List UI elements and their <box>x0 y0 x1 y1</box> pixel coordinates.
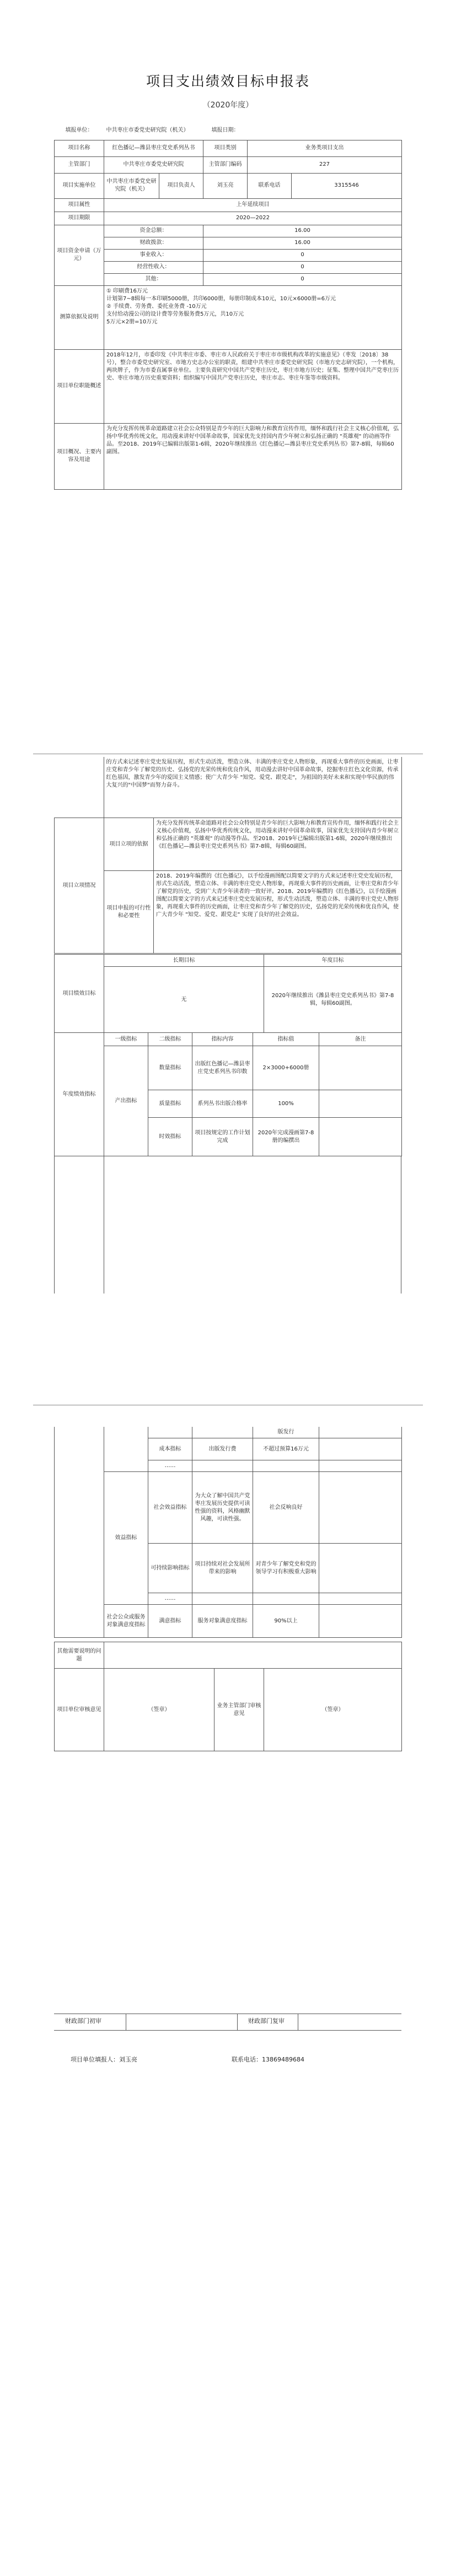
review-text: 2018、2019年编撰的《红色播记》，以手绘漫画图配以简要文字的方式来记述枣庄党史发展历程，形式生动活泼，塑造立体、丰满的枣庄党史人物形象，再现重大事件的历史画面，让枣庄党和青少年了解党的历史，受到广大青少年读者的一致好评。2018、2019年编撰的《红色播记》，以手绘漫画图配以简要文字的方式来记述枣庄党史发展历程，形式生动活泼，塑造立体、丰满的枣庄党史人物形象，再现重大事件的历史画面，让枣庄党和青少年了解党的历史，弘扬党的光荣传统和优良作风，使广大青少年 "知党、爱党、跟党走" 实现了良好的社会效益。 <box>154 871 402 954</box>
sustain-indicator-label: 可持续影响指标 <box>148 1544 192 1593</box>
funds-row-value: 0 <box>203 261 402 273</box>
indicators-header: 指标内容 <box>192 1033 253 1046</box>
project-type-value: 业务类项目支出 <box>248 140 402 156</box>
social-indicator-content: 为大众了解中国共产党枣庄发展历史提供可读性强的资料，风格幽默风趣，可读性强。 <box>192 1472 253 1544</box>
project-type-label: 项目类别 <box>203 140 248 156</box>
leader-label: 项目负责人 <box>159 173 203 198</box>
cost-indicator-content: 出版发行费 <box>192 1438 253 1460</box>
satisfaction-content: 服务对象满意度指标 <box>192 1605 253 1638</box>
info-table <box>54 121 402 490</box>
finance-bottom-line <box>54 2030 401 2031</box>
spacer <box>319 1427 402 1438</box>
dept-label: 填报单位： <box>65 127 93 133</box>
leader-value: 刘玉亮 <box>203 173 248 198</box>
funds-row-value: 0 <box>203 249 402 261</box>
attr-value: 上年延续项目 <box>104 198 402 212</box>
satisfaction-sub: 满意指标 <box>148 1605 192 1638</box>
funds-row-value: 16.00 <box>203 225 402 237</box>
long-goal-label: 长期目标 <box>104 955 264 967</box>
indicators-cont-table <box>54 1427 402 1638</box>
satisfaction-value: 90%以上 <box>253 1605 319 1638</box>
indicator-value: 2×3000+6000册 <box>253 1046 319 1090</box>
spacer <box>55 1460 104 1472</box>
unit-review-value: （签章） <box>104 1669 214 1751</box>
dash: …… <box>148 1460 192 1472</box>
overview-cont-table <box>54 757 402 818</box>
indicator-note <box>319 1472 402 1544</box>
spacer <box>55 1544 104 1593</box>
authority-review-label: 业务主管部门审核意见 <box>214 1669 264 1751</box>
indicator-sub: 时效指标 <box>148 1118 192 1156</box>
phone-value: 3315546 <box>292 173 402 198</box>
effect-indicator-label: 效益指标 <box>104 1472 148 1605</box>
page-subtitle: （2020年度） <box>202 101 254 110</box>
year-goal-value: 2020年继续推出《潍县枣庄党史系列丛书》第7-8辑，每辑60副图。 <box>264 967 402 1033</box>
indicator-note <box>319 1438 402 1460</box>
date-label: 填报日期： <box>211 127 239 133</box>
indicators-header: 备注 <box>319 1033 402 1046</box>
phone-label: 联系电话 <box>248 173 292 198</box>
spacer <box>55 1427 104 1438</box>
indicators-table <box>54 1032 402 1156</box>
indicator-note <box>319 1090 402 1118</box>
legal-basis-text: 为充分发挥传统革命道路对社会公众特别是青少年的巨大影响力和教育宣传作用，缅怀和践行社会主义核心价值观，弘扬中华优秀传统文化，用动漫来讲好中国革命故事，国家优先支持国内青少年树立和弘扬正确的 "英雄观" 的动漫等作品。至2018、2019年已编辑出版第1-6辑，2020年继续推出《红色播记—潍县枣庄党史系列丛书》第7-8辑，每辑60副图。 <box>154 818 402 871</box>
legal-basis-label: 项目立项的依据 <box>104 818 154 871</box>
indicator-note <box>319 1118 402 1156</box>
indicator-value: 100% <box>253 1090 319 1118</box>
dash-empty <box>192 1593 253 1605</box>
overview-text: 为充分发挥传统革命道路建立社会公众特别是青少年的巨大影响力和教育宣传作用，缅怀和践行社会主义核心价值观，弘扬中华优秀传统文化，用动漫来讲好中国革命故事，国家优先支持国内青少年树立和弘扬正确的 "英雄观" 的动画等作品。至2018、2019年已编辑出版第1-6辑，2020年继续推出《红色播记—潍县枣庄党史系列丛书》第7-8辑，每辑60副图。 <box>104 423 402 489</box>
goals-table <box>54 954 402 1033</box>
goals-label: 项目绩效目标 <box>55 955 104 1033</box>
review-label: 项目申报的可行性和必要性 <box>104 871 154 954</box>
indicator-sub: 数量指标 <box>148 1046 192 1090</box>
indicator-note <box>319 1046 402 1090</box>
cost-indicator-value: 不超过预算16万元 <box>253 1438 319 1460</box>
funds-row-label: 资金总额： <box>104 225 203 237</box>
period-value: 2020—2022 <box>104 212 402 225</box>
authority-review-value: （签章） <box>264 1669 402 1751</box>
unit-review-label: 项目单位审核意见 <box>55 1669 104 1751</box>
finance-second-review-label: 财政部门复审 <box>248 2017 285 2025</box>
dept-value: 中共枣庄市委党史研究院（机关） <box>106 127 189 133</box>
authority-code-value: 227 <box>248 156 402 173</box>
contact-phone: 联系电话：13869489684 <box>232 2056 304 2063</box>
spacer <box>192 1427 253 1438</box>
feasibility-table <box>54 818 402 954</box>
dash-empty <box>192 1460 253 1472</box>
calc-text: ① 印刷费16万元 计划第7~8辑每一本印刷5000册，共印6000册，每册印制成本10元，10元×6000册=6万元 ② 手续费、劳务费、委托业务费 -10万元 支付给动漫公司的设计费等劳务服务费5万元，共10万元 5万元×2册=10万元 <box>104 285 402 349</box>
social-indicator-label: 社会效益指标 <box>148 1472 192 1544</box>
period-label: 项目期限 <box>55 212 104 225</box>
page-title: 项目支出绩效目标申报表 <box>146 73 310 89</box>
spacer <box>55 1605 104 1638</box>
indicator-note <box>319 1605 402 1638</box>
indicator-content: 系列丛书出版合格率 <box>192 1090 253 1118</box>
dash-empty <box>253 1460 319 1472</box>
funds-row-value: 0 <box>203 273 402 285</box>
authority-value: 中共枣庄市委党史研究院 <box>104 156 203 173</box>
table-border <box>237 2014 238 2030</box>
impl-label: 项目实施单位 <box>55 173 104 198</box>
output-indicator-label: 产出指标 <box>104 1046 148 1156</box>
cost-indicator-label: 成本指标 <box>148 1438 192 1460</box>
indicators-header: 二级指标 <box>148 1033 192 1046</box>
project-name-label: 项目名称 <box>55 140 104 156</box>
overview-cont-spacer <box>54 757 104 818</box>
indicator-sub: 质量指标 <box>148 1090 192 1118</box>
authority-code-label: 主管部门编码 <box>203 156 248 173</box>
calc-label: 测算依据及说明 <box>55 285 104 349</box>
funds-row-label: 其他： <box>104 273 203 285</box>
spacer <box>104 1460 148 1472</box>
project-name-value: 红色播记—潍县枣庄党史系列丛书 <box>104 140 203 156</box>
other-label: 其他需要说明的问题 <box>55 1642 104 1669</box>
basis-label: 项目单位职能概述 <box>55 349 104 423</box>
overview-cont-text: 的方式来记述枣庄党史发展历程，形式生动活泼，塑造立体、丰满的枣庄党史人物形象，再现重大事件的历史画面，让枣庄党和青少年了解党的历史、弘扬党的光荣传统和优良作风，用动漫去讲好中国革命故事，挖掘枣庄红色文化资源，传承红色基因，激发青少年的爱国主义情感；使广大青少年 "知党、爱党、跟党走"，为祖国的美好未来和实现中华民族的伟大复兴的"中国梦"而努力奋斗。 <box>104 757 401 818</box>
dash: …… <box>148 1593 192 1605</box>
other-value <box>104 1642 402 1669</box>
spacer <box>148 1427 192 1438</box>
spacer <box>55 1438 104 1460</box>
year-goal-label: 年度目标 <box>264 955 402 967</box>
social-indicator-value: 社会反响良好 <box>253 1472 319 1544</box>
long-goal-value: 无 <box>104 967 264 1033</box>
indicators-header: 指标值 <box>253 1033 319 1046</box>
indicator-value: 2020年完成漫画第7-8册的编撰出 <box>253 1118 319 1156</box>
review-table <box>54 1642 402 1751</box>
sustain-indicator-value: 对青少年了解党史和党的领导学习有积极重大影响 <box>253 1544 319 1593</box>
spacer <box>55 1472 104 1544</box>
funds-row-label: 财政拨款： <box>104 237 203 249</box>
spacer <box>104 1427 148 1438</box>
table-border <box>54 1156 55 1294</box>
dash-empty <box>253 1593 319 1605</box>
funds-row-label: 经营性收入： <box>104 261 203 273</box>
impl-value: 中共枣庄市委党史研究院（机关） <box>104 173 159 198</box>
date-value <box>248 121 402 140</box>
cost-value-top: 版发行 <box>253 1427 319 1438</box>
indicator-note <box>319 1544 402 1593</box>
overview-label: 项目概况、主要内容及用途 <box>55 423 104 489</box>
basis-text: 2018年12月，市委印发《中共枣庄市委、枣庄市人民政府关于枣庄市市级机构改革的实施意见》（枣发〔2018〕38号），整合市委党史研究室、市地方史志办公室的职责，组建中共枣庄市委党史研究院（市地方史志研究院），一个机构，两块牌子，作为市委直属事业单位。主要负责研究中国共产党枣庄历史，枣庄市地方历史；征集、整理中国共产党枣庄历史、枣庄市地方历史重要资料；组织编写中国共产党枣庄历史，枣庄市志、枣庄年鉴等市级资料。 <box>104 349 402 423</box>
authority-label: 主管部门 <box>55 156 104 173</box>
attr-label: 项目属性 <box>55 198 104 212</box>
spacer <box>104 1438 148 1460</box>
indicator-content: 项目按规定的工作计划完成 <box>192 1118 253 1156</box>
satisfaction-indicator-label: 社会公众或服务对象满意度指标 <box>104 1605 148 1638</box>
funds-row-label: 事业收入： <box>104 249 203 261</box>
indicators-label: 年度绩效指标 <box>55 1033 104 1156</box>
indicators-header: 一级指标 <box>104 1033 148 1046</box>
indicator-content: 出版红色播记—潍县枣庄党史系列丛书印数 <box>192 1046 253 1090</box>
funds-row-value: 16.00 <box>203 237 402 249</box>
dash-empty <box>319 1593 402 1605</box>
dash-empty <box>319 1460 402 1472</box>
spacer <box>55 1593 104 1605</box>
funds-label: 项目资金申请（万元） <box>55 225 104 285</box>
finance-first-review-label: 财政部门初审 <box>65 2017 101 2025</box>
sustain-indicator-content: 项目持续对社会发展所带来的影响 <box>192 1544 253 1593</box>
feasibility-label: 项目立项情况 <box>55 818 104 954</box>
filler-label: 项目单位填报人：刘玉亮 <box>71 2056 137 2063</box>
